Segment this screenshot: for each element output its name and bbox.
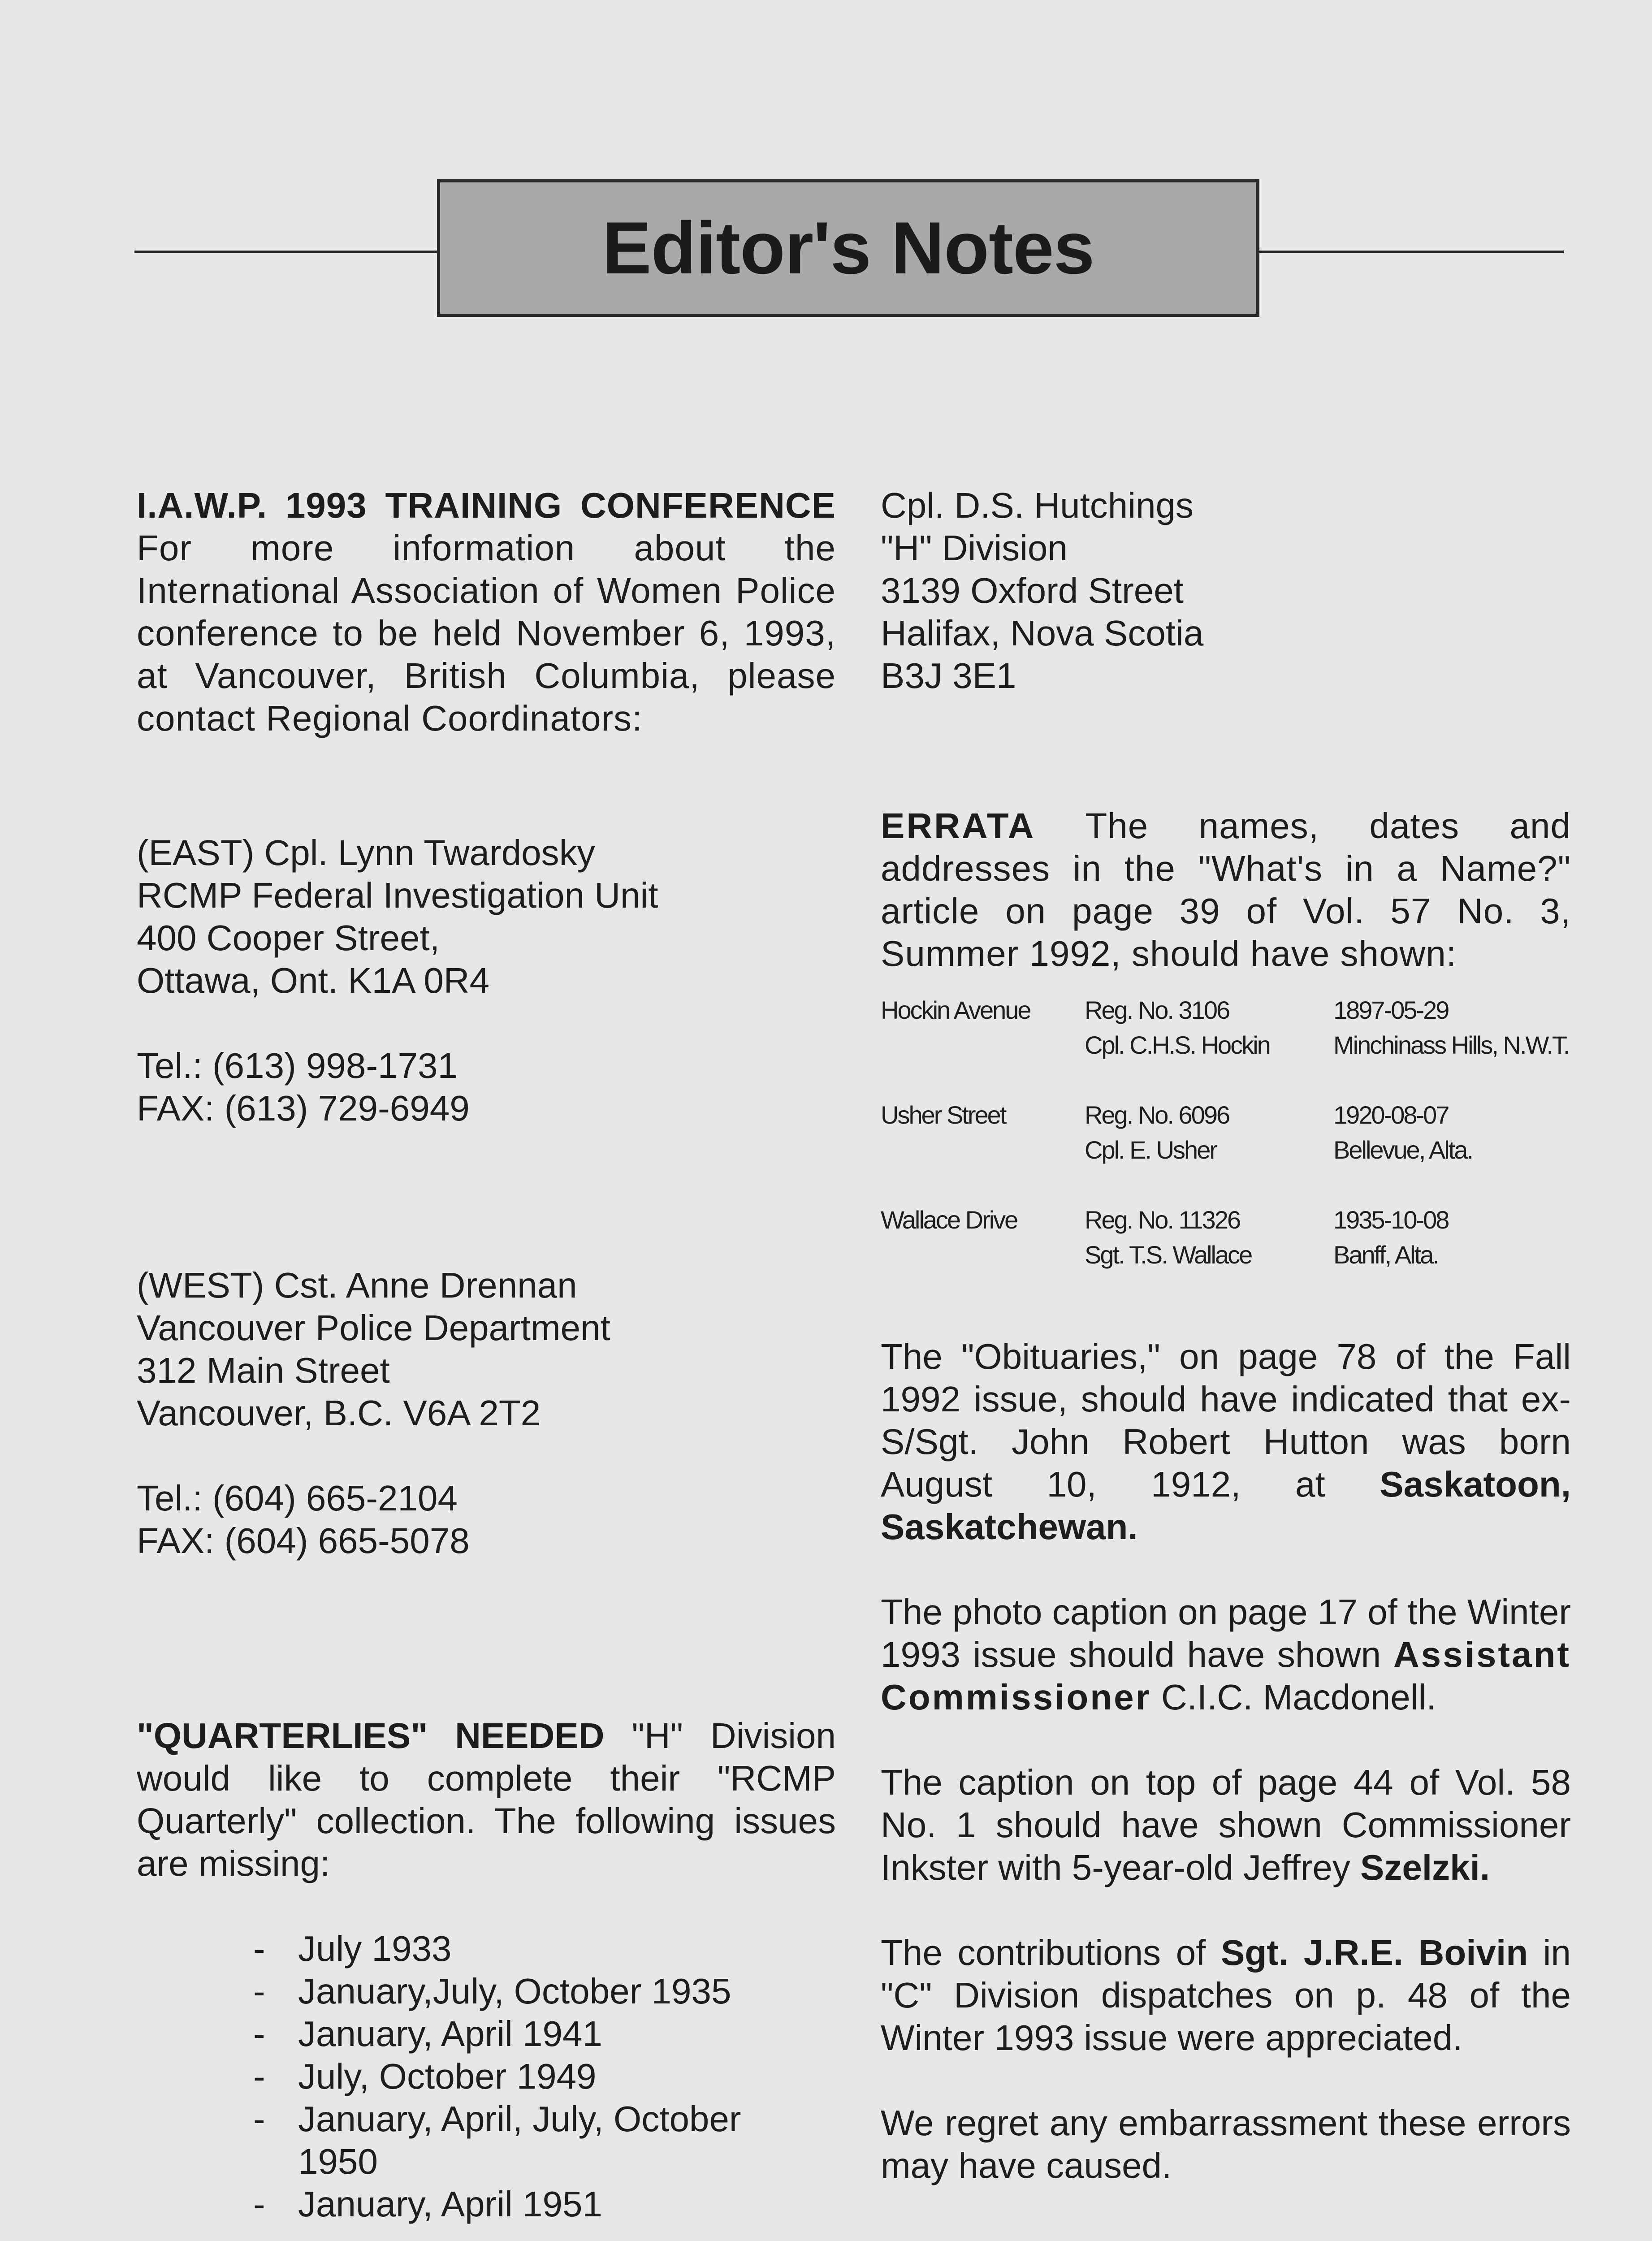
left-column: [137, 484, 836, 2241]
member-name: Cpl. E. Usher: [1085, 1136, 1216, 1164]
list-item: - January,July, October 1935: [253, 1970, 836, 2012]
member-cell: [1085, 1098, 1333, 1168]
table-row: [881, 1098, 1571, 1168]
page-title: Editor's Notes: [602, 207, 1094, 289]
photo-caption-correction: [881, 1591, 1571, 1718]
caption-name: Szelzki.: [1360, 1847, 1490, 1887]
address-line: Halifax, Nova Scotia: [881, 613, 1204, 653]
east-fax: FAX: (613) 729-6949: [137, 1088, 470, 1128]
list-item: - January, April 1941: [253, 2012, 836, 2055]
errata-heading: ERRATA: [881, 806, 1036, 846]
west-fax: FAX: (604) 665-5078: [137, 1521, 470, 1561]
street-cell: Hockin Avenue: [881, 996, 1030, 1024]
member-cell: [1085, 1203, 1333, 1272]
table-row: [881, 993, 1571, 1063]
errata-body: The names, dates and addresses in the "What's in a Name?" article on page 39 of Vol. 57 No. 3, Summer 1992, should have shown:: [881, 806, 1571, 973]
photo-rank: Assistant Commissioner: [881, 1635, 1571, 1717]
east-line: Ottawa, Ont. K1A 0R4: [137, 960, 490, 1000]
street-cell: Usher Street: [881, 1101, 1006, 1129]
east-coordinator: [137, 831, 836, 1129]
errata-table: [881, 993, 1571, 1272]
west-line: Vancouver, B.C. V6A 2T2: [137, 1393, 541, 1433]
caption-text: The caption on top of page 44 of Vol. 58 No. 1 should have shown Commissioner Inkster with 5-year-old Jeffrey: [881, 1762, 1571, 1887]
caption-correction: [881, 1761, 1571, 1889]
contrib-text-end: in "C" Division dispatches on p. 48 of the Winter 1993 issue were appreciated.: [881, 1933, 1571, 2058]
address-line: 3139 Oxford Street: [881, 571, 1184, 610]
title-banner: [437, 179, 1259, 317]
west-tel: Tel.: (604) 665-2104: [137, 1478, 458, 1518]
birth-place: Bellevue, Alta.: [1333, 1136, 1472, 1164]
header-rule-right: [1259, 251, 1564, 253]
west-coordinator: [137, 1264, 836, 1562]
forwarding-address: [881, 484, 1571, 697]
regret-note: We regret any embarrassment these errors may have caused.: [881, 2103, 1571, 2185]
iawp-heading: I.A.W.P. 1993 TRAINING CONFERENCE: [137, 485, 836, 525]
east-line: (EAST) Cpl. Lynn Twardosky: [137, 833, 595, 873]
member-name: Sgt. T.S. Wallace: [1085, 1241, 1252, 1269]
right-column: [881, 484, 1571, 2187]
obituaries-correction: [881, 1335, 1571, 1548]
missing-issues-list: [137, 1927, 836, 2225]
member-name: Cpl. C.H.S. Hockin: [1085, 1031, 1270, 1059]
birth-date: 1920-08-07: [1333, 1101, 1449, 1129]
quarterlies-heading: "QUARTERLIES" NEEDED: [137, 1716, 605, 1756]
reg-number: Reg. No. 6096: [1085, 1101, 1229, 1129]
birth-cell: [1333, 993, 1571, 1063]
obit-place: Saskatoon, Saskatchewan.: [881, 1464, 1571, 1547]
photo-text-end: C.I.C. Macdonell.: [1151, 1677, 1436, 1717]
iawp-body: For more information about the International Association of Women Police conference to be held November 6, 1993, at Vancouver, British Columbia, please contact Regional Coordinators:: [137, 528, 836, 738]
birth-date: 1935-10-08: [1333, 1206, 1449, 1234]
contrib-text: The contributions of: [881, 1933, 1221, 1973]
east-line: 400 Cooper Street,: [137, 918, 440, 958]
west-line: Vancouver Police Department: [137, 1308, 610, 1348]
iawp-notice: [137, 484, 836, 740]
west-line: 312 Main Street: [137, 1350, 390, 1390]
west-line: (WEST) Cst. Anne Drennan: [137, 1265, 577, 1305]
birth-cell: [1333, 1098, 1571, 1168]
contrib-name: Sgt. J.R.E. Boivin: [1221, 1933, 1528, 1973]
east-line: RCMP Federal Investigation Unit: [137, 875, 658, 915]
birth-place: Banff, Alta.: [1333, 1241, 1438, 1269]
contributions-note: [881, 1931, 1571, 2059]
birth-place: Minchinass Hills, N.W.T.: [1333, 1031, 1569, 1059]
birth-cell: [1333, 1203, 1571, 1272]
birth-date: 1897-05-29: [1333, 996, 1449, 1024]
member-cell: [1085, 993, 1333, 1063]
address-line: "H" Division: [881, 528, 1068, 568]
street-cell: Wallace Drive: [881, 1206, 1017, 1234]
reg-number: Reg. No. 11326: [1085, 1206, 1240, 1234]
address-line: Cpl. D.S. Hutchings: [881, 485, 1194, 525]
photo-text: The photo caption on page 17 of the Winter 1993 issue should have shown: [881, 1592, 1571, 1674]
east-tel: Tel.: (613) 998-1731: [137, 1046, 458, 1086]
address-line: B3J 3E1: [881, 656, 1016, 696]
list-item: - January, April 1951: [253, 2183, 836, 2225]
obit-text: The "Obituaries," on page 78 of the Fall 1992 issue, should have indicated that ex-S/Sgt. John Robert Hutton was born August 10, 1912, at: [881, 1337, 1571, 1504]
quarterlies-notice: [137, 1714, 836, 1885]
list-item: - January, April, July, October 1950: [253, 2098, 836, 2183]
header-rule-left: [134, 251, 437, 253]
errata-notice: [881, 805, 1571, 975]
reg-number: Reg. No. 3106: [1085, 996, 1229, 1024]
table-row: [881, 1203, 1571, 1272]
list-item: - July 1933: [253, 1927, 836, 1970]
list-item: - July, October 1949: [253, 2055, 836, 2098]
quarterlies-body: "H" Division would like to complete their "RCMP Quarterly" collection. The following issues are missing:: [137, 1716, 836, 1883]
